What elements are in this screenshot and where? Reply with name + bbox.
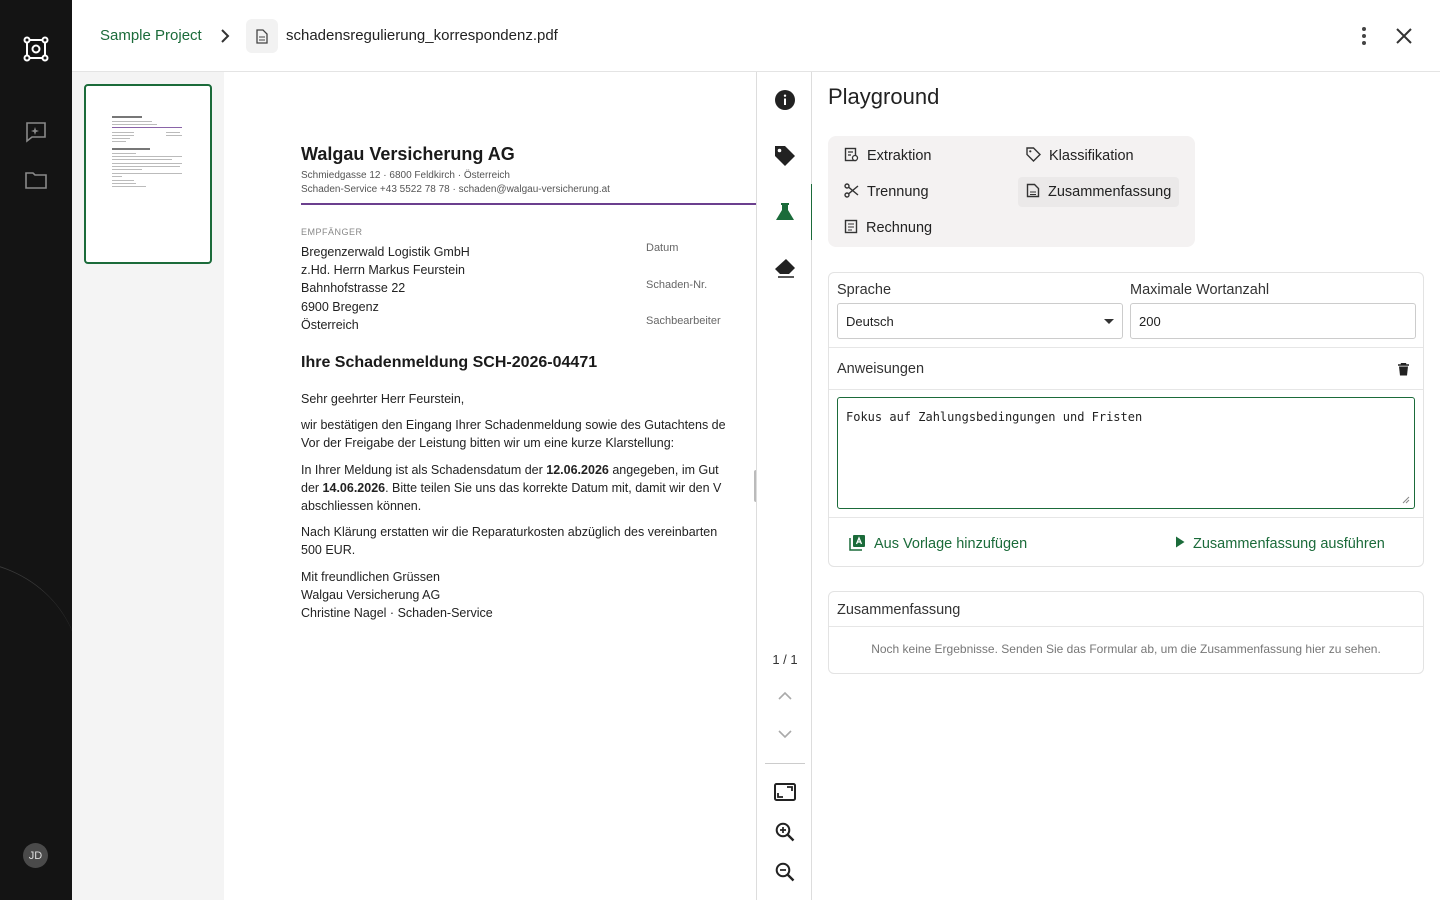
- breadcrumb-project[interactable]: Sample Project: [100, 27, 202, 44]
- header: [72, 0, 1440, 72]
- dropdown-caret-icon: [1104, 319, 1114, 324]
- info-icon[interactable]: [771, 86, 799, 114]
- play-icon: [1175, 536, 1185, 552]
- tool-column: [756, 72, 812, 900]
- doc-recipient-label: EMPFÄNGER: [301, 227, 363, 237]
- summary-icon: [1026, 183, 1040, 202]
- chevron-down-icon[interactable]: [771, 720, 799, 748]
- scissors-icon: [844, 183, 859, 202]
- summary-result-card: [828, 591, 1424, 674]
- max-words-input[interactable]: 200: [1130, 303, 1416, 339]
- language-label: Sprache: [837, 282, 892, 298]
- eraser-icon[interactable]: [771, 254, 799, 282]
- divider: [829, 626, 1423, 627]
- divider: [829, 389, 1423, 390]
- instructions-label: Anweisungen: [837, 361, 925, 377]
- language-select[interactable]: Deutsch: [837, 303, 1123, 339]
- tab-klassifikation[interactable]: Klassifikation: [1018, 141, 1142, 171]
- max-words-label: Maximale Wortanzahl: [1130, 282, 1270, 298]
- mode-tabs: [828, 136, 1195, 247]
- page-counter: 1 / 1: [772, 652, 798, 667]
- playground-panel: [812, 72, 1440, 900]
- more-options-icon[interactable]: [1354, 24, 1374, 48]
- summary-form: [828, 272, 1424, 567]
- doc-contact: Schaden-Service +43 5522 78 78 · schaden@walgau-versicherung.at: [301, 184, 610, 195]
- doc-heading: Ihre Schadenmeldung SCH-2026-04471: [301, 354, 598, 371]
- zoom-in-icon[interactable]: [771, 818, 799, 846]
- trash-icon[interactable]: [1395, 360, 1411, 378]
- tab-extraktion[interactable]: Extraktion: [836, 141, 939, 171]
- avatar[interactable]: JD: [23, 843, 48, 868]
- result-empty-text: Noch keine Ergebnisse. Senden Sie das Formular ab, um die Zusammenfassung hier zu sehen.: [871, 642, 1381, 656]
- add-from-template-button[interactable]: Aus Vorlage hinzufügen: [849, 533, 1027, 555]
- doc-company: Walgau Versicherung AG: [301, 144, 515, 164]
- doc-body: Sehr geehrter Herr Feurstein, wir bestätigen den Eingang Ihrer Schadenmeldung sowie des Gutachtens de Vor der Freigabe der Leistung bitten wir um eine kurze Klarstellung: In Ihrer Meldung ist als Schadensdatum der 12.06.2026 angegeben, im Gut der 14.06.2026. Bitte teilen Sie uns das korrekte Datum mit, damit wir den V abschliessen können. Nach Klärung erstatten wir die Reparaturkosten abzüglich des vereinbarten 500 EUR. Mit freundlichen Grüssen Walgau Versicherung AG Christine Nagel · Schaden-Service: [301, 392, 726, 621]
- extraction-icon: [844, 147, 859, 166]
- doc-address: Schmiedgasse 12 · 6800 Feldkirch · Österreich: [301, 170, 510, 181]
- flask-icon[interactable]: [771, 198, 799, 226]
- folder-icon[interactable]: [22, 166, 50, 194]
- divider: [829, 347, 1423, 348]
- document-page: [301, 144, 756, 621]
- divider: [829, 517, 1423, 518]
- fit-page-icon[interactable]: [771, 778, 799, 806]
- document-viewer[interactable]: [224, 72, 756, 900]
- tool-divider: [765, 763, 805, 764]
- file-icon: [246, 19, 278, 53]
- chat-sparkle-icon[interactable]: [22, 118, 50, 146]
- chevron-right-icon: [220, 28, 230, 49]
- close-icon[interactable]: [1392, 24, 1416, 48]
- page-thumbnail[interactable]: [84, 84, 212, 264]
- resize-grip-icon[interactable]: [1402, 496, 1410, 504]
- app-logo-icon[interactable]: [22, 35, 50, 63]
- invoice-icon: [844, 219, 858, 238]
- zoom-out-icon[interactable]: [771, 858, 799, 886]
- doc-meta: Datum Schaden-Nr. Sachbearbeiter: [646, 242, 721, 327]
- panel-title: Playground: [828, 84, 940, 109]
- tag-outline-icon: [1026, 147, 1041, 166]
- tab-trennung[interactable]: Trennung: [836, 177, 937, 207]
- instructions-textarea[interactable]: Fokus auf Zahlungsbedingungen und Fristen: [837, 397, 1415, 509]
- result-title: Zusammenfassung: [837, 602, 961, 618]
- chevron-up-icon[interactable]: [771, 681, 799, 709]
- template-icon: [849, 534, 866, 555]
- tab-zusammenfassung[interactable]: Zusammenfassung: [1018, 177, 1179, 207]
- doc-recipient: Bregenzerwald Logistik GmbH z.Hd. Herrn Markus Feurstein Bahnhofstrasse 22 6900 Bregenz Österreich: [301, 245, 470, 332]
- tab-rechnung[interactable]: Rechnung: [836, 213, 940, 243]
- thumbnail-sidebar: [72, 72, 224, 900]
- file-name: schadensregulierung_korrespondenz.pdf: [286, 27, 558, 44]
- run-summary-button[interactable]: Zusammenfassung ausführen: [1175, 533, 1385, 555]
- tag-icon[interactable]: [771, 142, 799, 170]
- doc-divider: [301, 203, 756, 205]
- app-rail: [0, 0, 72, 900]
